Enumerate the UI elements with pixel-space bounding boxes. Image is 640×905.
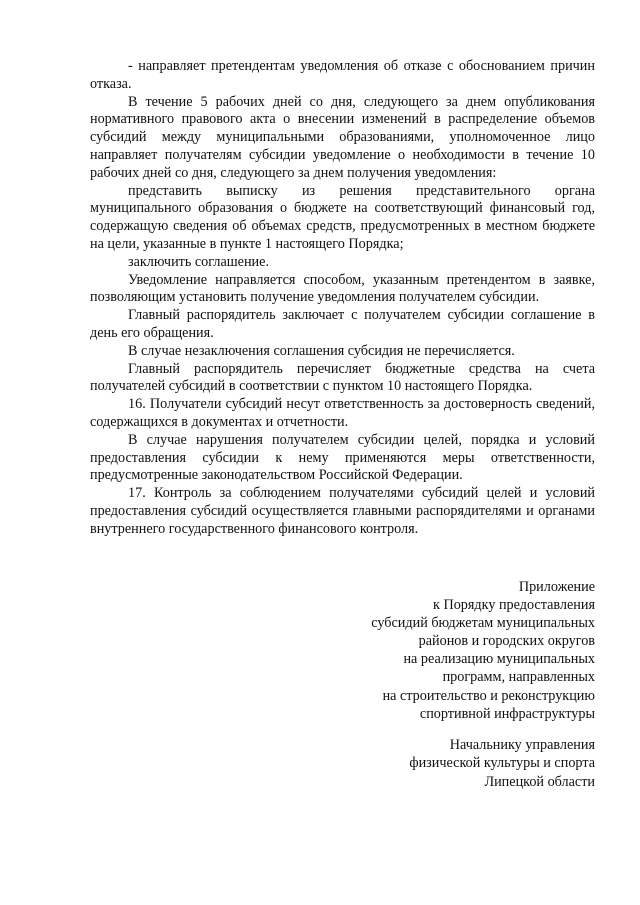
- paragraph-conclude-agreement: заключить соглашение.: [128, 253, 269, 270]
- appendix-line: программ, направленных: [442, 669, 595, 686]
- paragraph-no-agreement: В случае незаключения соглашения субсидия не перечисляется.: [128, 342, 515, 359]
- paragraph-transfer-funds: Главный распорядитель перечисляет бюджетные средства на счета получателей субсидий в соответствии с пунктом 10 настоящего Порядка.: [90, 360, 595, 395]
- appendix-line: спортивной инфраструктуры: [419, 705, 595, 722]
- paragraph-refusal-notice: - направляет претендентам уведомления об отказе с обоснованием причин отказа.: [90, 58, 595, 92]
- paragraph-notification-deadline: В течение 5 рабочих дней со дня, следующего за днем опубликования нормативного правового акта о внесении изменений в распределение объемов субсидий между муниципальными образованиями, уполномоченное лицо направляет получателям субсидии уведомление о необходимости в течение 10 рабочих дней со дня, следующего за днем получения уведомления:: [90, 93, 595, 181]
- appendix-line: на реализацию муниципальных: [403, 651, 595, 668]
- appendix-block: [371, 578, 595, 723]
- paragraph-notification-method: Уведомление направляется способом, указанным претендентом в заявке, позволяющим установить получение уведомления получателем субсидии.: [90, 271, 595, 306]
- addressee-line: физической культуры и спорта: [409, 755, 595, 772]
- addressee-block: [409, 736, 595, 791]
- paragraph-submit-extract: представить выписку из решения представительного органа муниципального образования о бюджете на соответствующий финансовый год, содержащую сведения об объемах средств, предусмотренных в местном бюджете на цели, указанные в пункте 1 настоящего Порядка;: [90, 182, 595, 252]
- appendix-line: районов и городских округов: [418, 633, 595, 650]
- addressee-line: Начальнику управления: [449, 737, 595, 753]
- document-body: [90, 58, 595, 539]
- appendix-line: Приложение: [518, 579, 595, 595]
- appendix-line: субсидий бюджетам муниципальных: [371, 615, 595, 632]
- appendix-line: на строительство и реконструкцию: [382, 687, 595, 704]
- paragraph-item-16: 16. Получатели субсидий несут ответственность за достоверность сведений, содержащихся в документах и отчетности.: [90, 396, 595, 430]
- addressee-line: Липецкой области: [484, 773, 595, 790]
- paragraph-agreement-day: Главный распорядитель заключает с получателем субсидии соглашение в день его обращения.: [90, 307, 595, 341]
- paragraph-item-17: 17. Контроль за соблюдением получателями субсидий целей и условий предоставления субсидий осуществляется главными распорядителями и органами внутреннего государственного финансового контроля.: [90, 485, 595, 537]
- paragraph-violation-measures: В случае нарушения получателем субсидии целей, порядка и условий предоставления субсидии к нему применяются меры ответственности, предусмотренные законодательством Российской Федерации.: [90, 431, 595, 484]
- appendix-line: к Порядку предоставления: [433, 597, 595, 614]
